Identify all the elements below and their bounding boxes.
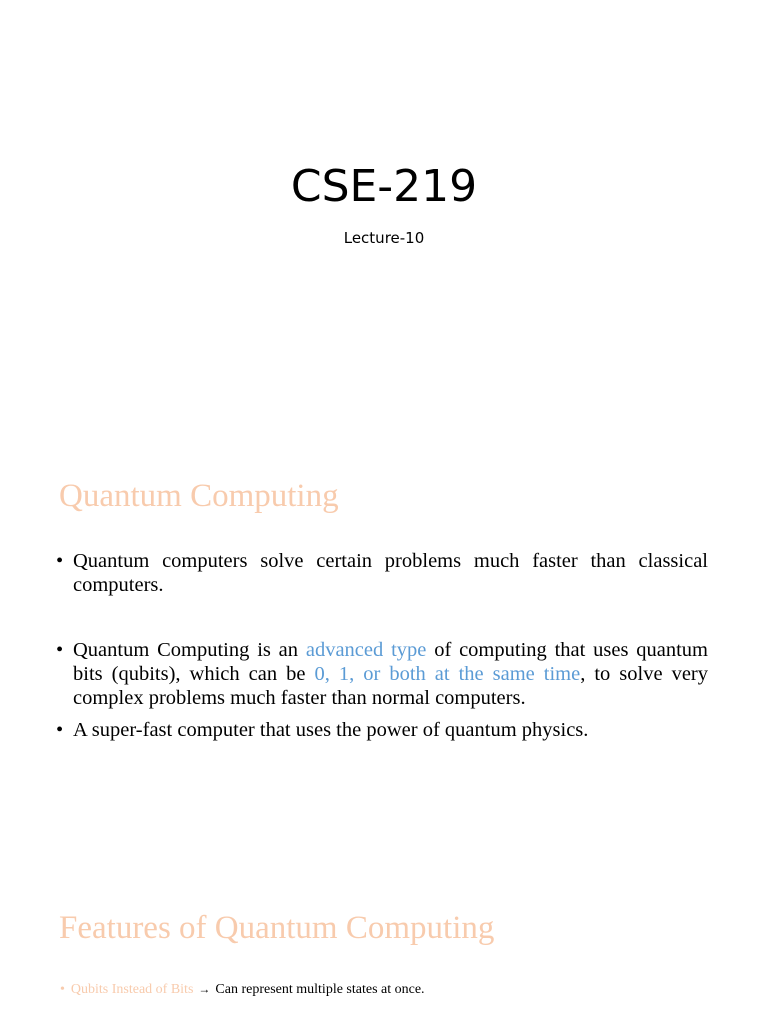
section-heading-quantum-computing: Quantum Computing: [59, 478, 339, 514]
arrow-right-icon: →: [198, 982, 211, 996]
bullet-dot-icon: •: [56, 639, 64, 661]
highlighted-text: advanced type: [305, 639, 427, 661]
bullet-text-part: Quantum Computing is an: [73, 639, 306, 661]
bullet-item: [56, 718, 708, 742]
bullet-text: Quantum computers solve certain problems much faster than classical computers.: [73, 550, 708, 596]
slide-subtitle: Lecture-10: [343, 229, 425, 247]
slide-title: CSE-219: [290, 161, 478, 212]
bullet-dot-icon: •: [56, 719, 64, 741]
bullet-text-part: , to solve very complex problems much faster than normal computers.: [73, 663, 708, 709]
bullet-text-part: of computing that uses quantum bits (qubits), which can be: [73, 639, 709, 685]
feature-name: Qubits Instead of Bits: [70, 982, 194, 997]
feature-description: Can represent multiple states at once.: [215, 982, 425, 997]
bullet-item: [56, 638, 708, 710]
quantum-computing-bullet-list: [56, 549, 708, 742]
bullet-text: A super-fast computer that uses the power of quantum physics.: [73, 719, 589, 741]
feature-bullet-icon: •: [60, 982, 65, 997]
bullet-dot-icon: •: [56, 550, 64, 572]
highlighted-text: 0, 1, or both at the same time: [314, 663, 581, 685]
section-heading-features: Features of Quantum Computing: [59, 910, 495, 946]
feature-item: [60, 982, 425, 998]
bullet-item: [56, 549, 708, 597]
